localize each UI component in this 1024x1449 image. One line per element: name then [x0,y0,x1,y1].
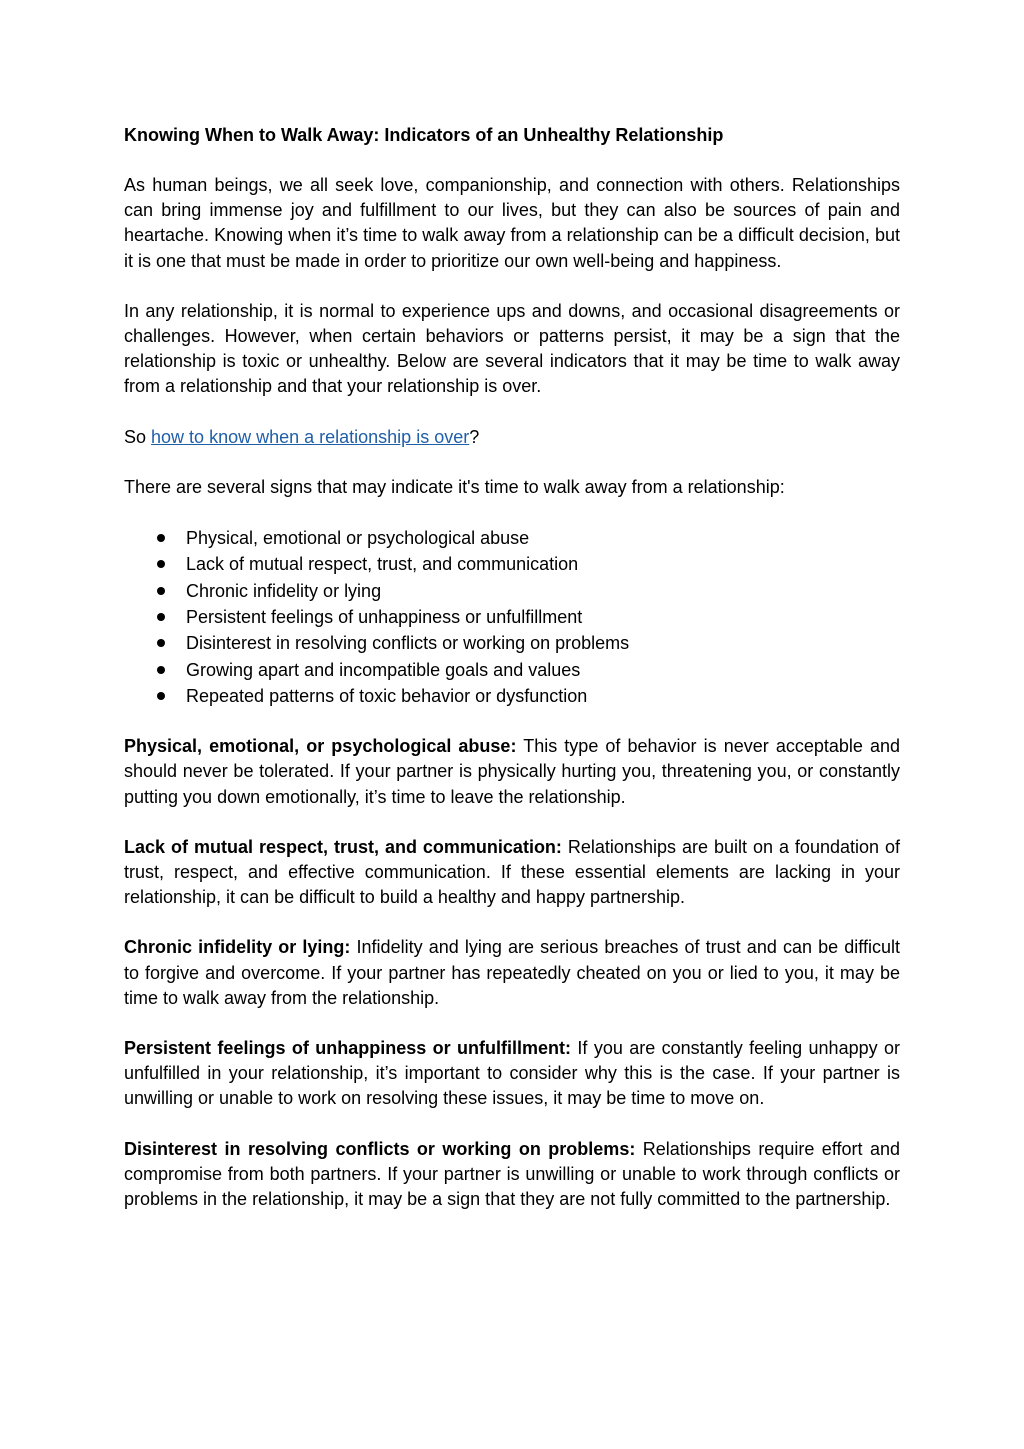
list-item [124,551,900,577]
intro-paragraph: As human beings, we all seek love, companionship, and connection with others. Relationships can bring immense joy and fulfillment to our lives, but they can also be sources of pain and heartache. Knowing when it’s time to walk away from a relationship can be a difficult decision, but it is one that must be made in order to prioritize our own well-being and happiness. [124,175,900,271]
section-infidelity [124,935,900,1011]
bullet-icon [157,560,165,568]
list-item [124,683,900,709]
link-suffix: ? [469,426,480,447]
list-item [124,630,900,656]
section-heading: Persistent feelings of unhappiness or unfulfillment: [124,1037,572,1058]
bullet-icon [157,666,165,674]
list-item-text: Repeated patterns of toxic behavior or dysfunction [186,685,588,706]
list-item-text: Chronic infidelity or lying [186,580,382,601]
list-item [124,604,900,630]
bullet-icon [157,692,165,700]
section-heading: Disinterest in resolving conflicts or working on problems: [124,1138,636,1159]
document-page [124,123,900,1237]
section-respect [124,835,900,911]
list-item-text: Lack of mutual respect, trust, and communication [186,554,579,575]
bullet-icon [157,587,165,595]
link-line [124,425,900,450]
bullet-icon [157,534,165,542]
document-title: Knowing When to Walk Away: Indicators of an Unhealthy Relationship [124,125,724,145]
list-item [124,578,900,604]
section-abuse [124,734,900,810]
bullet-icon [157,639,165,647]
section-heading: Lack of mutual respect, trust, and communication: [124,836,562,857]
list-item-text: Growing apart and incompatible goals and values [186,659,581,680]
list-item [124,657,900,683]
list-item-text: Disinterest in resolving conflicts or working on problems [186,633,630,654]
section-body: Relationships are built on a foundation of trust, respect, and effective communication. If these essential elements are lacking in your relationship, it can be difficult to build a healthy and happy partnership. [124,836,900,908]
section-body: Relationships require effort and compromise from both partners. If your partner is unwilling or unable to work through conflicts or problems in the relationship, it may be a sign that they are not fully committed to the partnership. [124,1138,901,1209]
list-item-text: Persistent feelings of unhappiness or unfulfillment [186,606,583,627]
list-intro: There are several signs that may indicate it's time to walk away from a relationship: [124,476,785,497]
bullet-icon [157,613,165,621]
link-prefix: So [124,426,152,447]
section-unhappiness [124,1036,900,1112]
list-item-text: Physical, emotional or psychological abuse [186,528,530,549]
section-body: This type of behavior is never acceptable and should never be tolerated. If your partner is physically hurting you, threatening you, or constantly putting you down emotionally, it’s time to leave the relationship. [124,736,901,807]
second-paragraph: In any relationship, it is normal to experience ups and downs, and occasional disagreements or challenges. However, when certain behaviors or patterns persist, it may be a sign that the relationship is toxic or unhealthy. Below are several indicators that it may be time to walk away from a relationship and that your relationship is over. [124,300,900,397]
section-body: If you are constantly feeling unhappy or unfulfilled in your relationship, it’s important to consider why this is the case. If your partner is unwilling or unable to work on resolving these issues, it may be time to move on. [124,1037,901,1109]
section-heading: Physical, emotional, or psychological abuse: [124,736,517,757]
section-body: Infidelity and lying are serious breaches of trust and can be difficult to forgive and overcome. If your partner has repeatedly cheated on you or lied to you, it may be time to walk away from the relationship. [124,937,900,1008]
signs-list [124,525,900,709]
relationship-over-link[interactable]: how to know when a relationship is over [151,426,470,447]
section-conflicts [124,1137,900,1213]
list-item [124,525,900,551]
section-heading: Chronic infidelity or lying: [124,937,351,958]
